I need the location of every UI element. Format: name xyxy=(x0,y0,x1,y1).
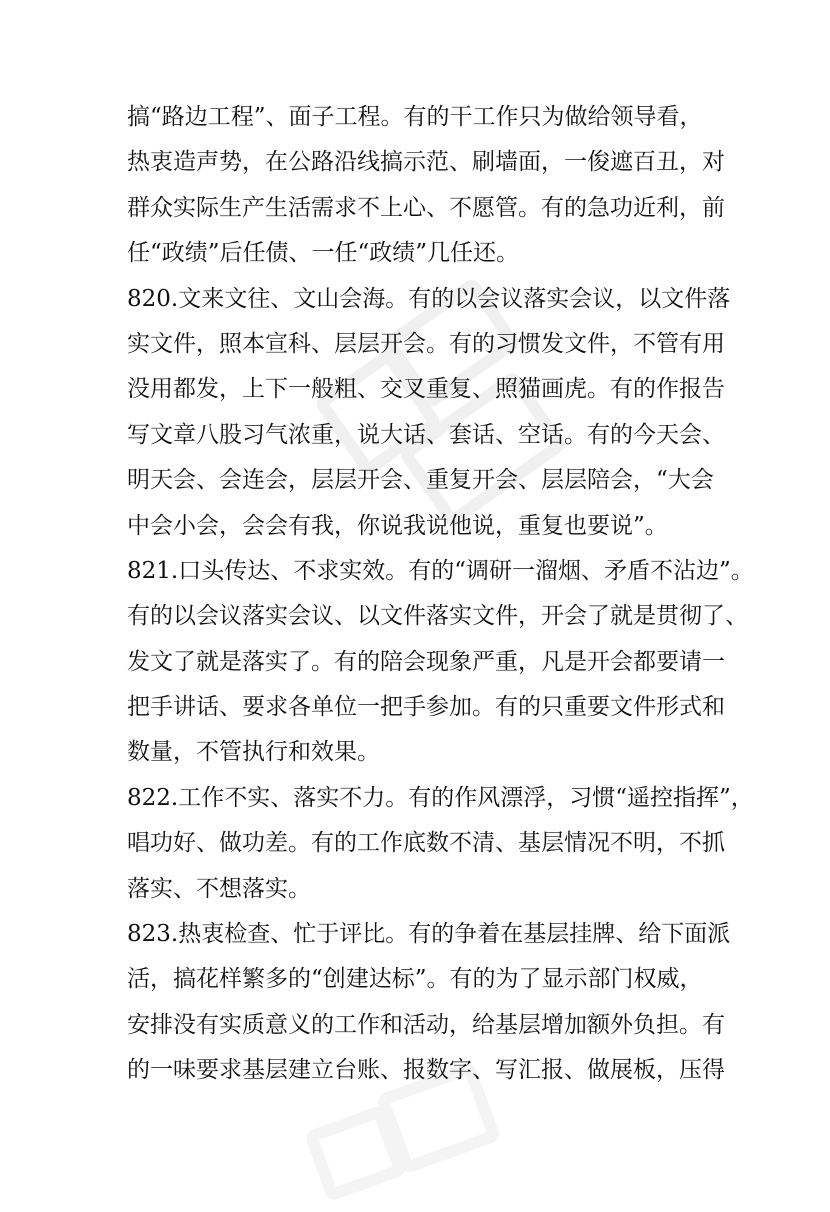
text-line: 实文件，照本宣科、层层开会。有的习惯发文件，不管有用 xyxy=(127,330,725,357)
text-line: 落实、不想落实。 xyxy=(127,875,311,902)
text-line: 有的以会议落实会议、以文件落实文件，开会了就是贯彻了、 xyxy=(127,603,748,630)
text-line: 823.热衷检查、忙于评比。有的争着在基层挂牌、给下面派 xyxy=(127,921,731,948)
text-line: 发文了就是落实了。有的陪会现象严重，凡是开会都要请一 xyxy=(127,648,725,675)
text-line: 热衷造声势，在公路沿线搞示范、刷墙面，一俊遮百丑，对 xyxy=(127,149,725,176)
text-line: 把手讲话、要求各单位一把手参加。有的只重要文件形式和 xyxy=(127,694,725,721)
text-line: 中会小会，会会有我，你说我说他说，重复也要说”。 xyxy=(127,512,668,539)
text-line: 没用都发，上下一般粗、交叉重复、照猫画虎。有的作报告 xyxy=(127,376,725,403)
text-line: 群众实际生产生活需求不上心、不愿管。有的急功近利，前 xyxy=(127,194,725,221)
text-line: 唱功好、做功差。有的工作底数不清、基层情况不明，不抓 xyxy=(127,830,725,857)
text-line: 任“政绩”后任债、一任“政绩”几任还。 xyxy=(127,240,520,267)
text-line: 搞“路边工程”、面子工程。有的干工作只为做给领导看， xyxy=(127,104,703,130)
text-line: 安排没有实质意义的工作和活动，给基层增加额外负担。有 xyxy=(127,1011,725,1038)
text-line: 822.工作不实、落实不力。有的作风漂浮，习惯“遥控指挥”， xyxy=(127,784,754,811)
text-line: 821.口头传达、不求实效。有的“调研一溜烟、矛盾不沾边”。 xyxy=(127,557,754,584)
text-line: 数量，不管执行和效果。 xyxy=(127,739,380,766)
body-text xyxy=(127,95,754,1094)
text-line: 的一味要求基层建立台账、报数字、写汇报、做展板，压得 xyxy=(127,1057,725,1084)
text-line: 写文章八股习气浓重，说大话、套话、空话。有的今天会、 xyxy=(127,421,725,448)
text-line: 820.文来文往、文山会海。有的以会议落实会议，以文件落 xyxy=(127,285,731,312)
text-line: 活，搞花样繁多的“创建达标”。有的为了显示部门权威， xyxy=(127,966,703,993)
text-line: 明天会、会连会，层层开会、重复开会、层层陪会，“大会 xyxy=(127,467,714,494)
